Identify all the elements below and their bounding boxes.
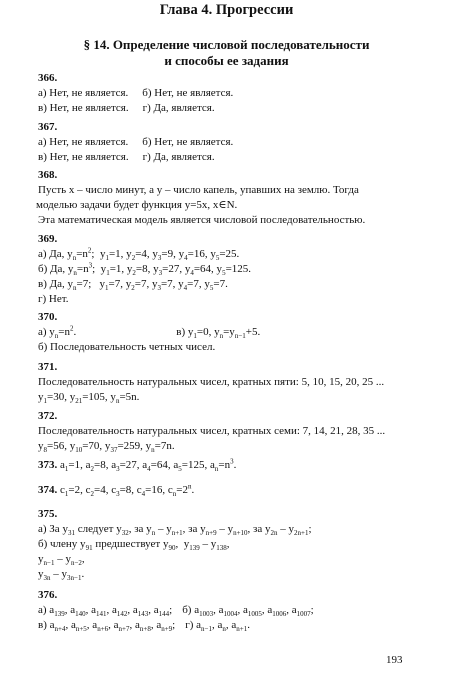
answer-d: г) Да, является.	[142, 151, 215, 163]
answer-line: а) $y_n=n^2$. в) $y_1=0$, $y_n=y_{n-1}+5$.	[38, 324, 261, 341]
problem-number: 367.	[38, 121, 58, 133]
problem-369	[38, 232, 438, 307]
answer-line	[38, 101, 438, 116]
problem-number: 376.	[38, 589, 58, 601]
section-title	[0, 37, 453, 69]
answer-line	[38, 150, 438, 165]
section-title-line-1: § 14. Определение числовой последовательности	[83, 37, 370, 52]
answer-line: а) За $y_{31}$ следует $y_{32}$, за $y_n - y_{n+1}$, за $y_{n+9} - y_{n+10}$, за $y_{2n} - y_{2n+1}$;	[38, 523, 312, 538]
text-line: Эта математическая модель является числовой последовательностью.	[38, 214, 366, 226]
answer-d: г) Да, является.	[142, 102, 215, 114]
problem-375	[38, 507, 438, 582]
problem-number: 368.	[38, 169, 58, 181]
problem-number: 375.	[38, 508, 58, 520]
answer-line: б) Последовательность четных чисел.	[38, 341, 216, 353]
chapter-title: Глава 4. Прогрессии	[159, 2, 294, 18]
answer-line: 374. $c_1=2$, $c_2=4$, $c_3=8$, $c_4=16$, $c_n=2^n$.	[38, 482, 195, 499]
answer-line: б) Да, $y_n=n^3$; $y_1=1$, $y_2=8$, $y_3=27$, $y_4=64$, $y_5=125$.	[38, 261, 252, 278]
problem-366	[38, 71, 438, 116]
problem-number: 371.	[38, 361, 58, 373]
problem-number: 374.	[38, 484, 58, 496]
problem-number: 369.	[38, 233, 58, 245]
answer-line	[38, 86, 438, 101]
text-line: Последовательность натуральных чисел, кратных семи: 7, 14, 21, 28, 35 ...	[38, 425, 386, 437]
problem-number: 372.	[38, 410, 58, 422]
problem-373	[38, 458, 438, 473]
answer-b: б) Нет, не является.	[142, 136, 234, 148]
answer-line: в) Да, $y_n=7$; $y_1=7$, $y_2=7$, $y_3=7$, $y_4=7$, $y_5=7$.	[38, 278, 228, 293]
answer-line: а) Да, $y_n=n^2$; $y_1=1$, $y_2=4$, $y_3=9$, $y_4=16$, $y_5=25$.	[38, 246, 240, 263]
answer-line: $y_{3n} - y_{3n-1}$.	[38, 568, 85, 583]
answer-line: б) члену $y_{91}$ предшествует $y_{90}$, $y_{139} - y_{138}$,	[38, 538, 230, 553]
answer-line	[38, 135, 438, 150]
answer-a: а) Нет, не является.	[38, 87, 129, 99]
problem-number: 370.	[38, 311, 58, 323]
answer-b: б) Нет, не является.	[142, 87, 234, 99]
text-line: Последовательность натуральных чисел, кратных пяти: 5, 10, 15, 20, 25 ...	[38, 376, 385, 388]
page-number: 193	[386, 654, 403, 666]
problem-376	[38, 588, 438, 633]
answer-c: в) Нет, не является.	[38, 151, 129, 163]
problem-367	[38, 120, 438, 165]
answer-line: $y_{n-1} - y_{n-2}$,	[38, 553, 85, 568]
answer-line: а) $a_{139}$, $a_{140}$, $a_{141}$, $a_{142}$, $a_{143}$, $a_{144}$; б) $a_{1003}$, $a_{1004}$, $a_{1005}$, $a_{1006}$, $a_{1007}$;	[38, 604, 314, 619]
answer-line: в) $a_{n+4}$, $a_{n+5}$, $a_{n+6}$, $a_{n+7}$, $a_{n+8}$, $a_{n+9}$; г) $a_{n-1}$, $a_n$, $a_{n+1}$.	[38, 619, 250, 634]
problem-371	[38, 360, 438, 405]
answer-line: г) Нет.	[38, 293, 69, 305]
answer-c: в) Нет, не является.	[38, 102, 129, 114]
text-line: $y_8=56$, $y_{10}=70$, $y_{37}=259$, $y_n=7n$.	[38, 440, 175, 455]
problem-374	[38, 483, 438, 498]
text-line: моделью задачи будет функция y=5x, x∈N.	[36, 199, 238, 211]
answer-a: а) Нет, не является.	[38, 136, 129, 148]
text-line: $y_1=30$, $y_{21}=105$, $y_n=5n$.	[38, 391, 140, 406]
problem-number: 373.	[38, 459, 58, 471]
problem-372	[38, 409, 438, 454]
text-line: Пусть x – число минут, а y – число капель, упавших на землю. Тогда	[38, 184, 359, 196]
section-title-line-2: и способы ее задания	[164, 53, 289, 68]
problem-368	[38, 168, 438, 228]
problem-370	[38, 310, 438, 355]
answer-line: 373. $a_1=1$, $a_2=8$, $a_3=27$, $a_4=64$, $a_5=125$, $a_n=n^3$.	[38, 457, 237, 474]
problem-number: 366.	[38, 72, 58, 84]
